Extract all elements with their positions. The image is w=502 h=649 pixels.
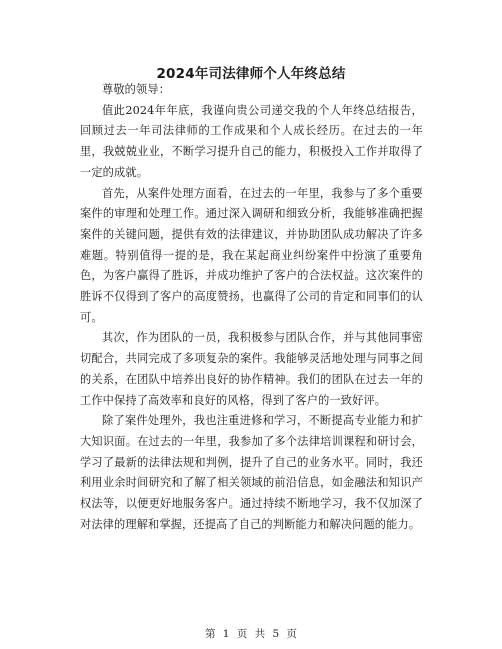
paragraph-2: 首先，从案件处理方面看，在过去的一年里，我参与了多个重要案件的审理和处理工作。通过深入调研和细致分析，我能够准确把握案件的关键问题，提供有效的法律建议，并协助团队成功解决了许多难题。特别值得一提的是，我在某起商业纠纷案件中扮演了重要角色，为客户赢得了胜诉，并成功维护了客户的合法权益。这次案件的胜诉不仅得到了客户的高度赞扬，也赢得了公司的肯定和同事们的认可。	[80, 186, 423, 324]
salutation: 尊敬的领导：	[102, 83, 171, 96]
paragraph-4: 除了案件处理外，我也注重进修和学习，不断提高专业能力和扩大知识面。在过去的一年里，我参加了多个法律培训课程和研讨会，学习了最新的法律法规和判例，提升了自己的业务水平。同时，我还利用业余时间研究和了解了相关领域的前沿信息，如金融法和知识产权法等，以便更好地服务客户。通过持续不断地学习，我不仅加深了对法律的理解和掌握，还提高了自己的判断能力和解决问题的能力。	[80, 414, 423, 531]
page-number-footer: 第 1 页 共 5 页	[204, 628, 298, 640]
document-title: 2024年司法律师个人年终总结	[156, 66, 346, 82]
paragraph-1: 值此2024年年底，我谨向贵公司递交我的个人年终总结报告，回顾过去一年司法律师的工作成果和个人成长经历。在过去的一年里，我兢兢业业，不断学习提升自己的能力，积极投入工作并取得了一定的成就。	[80, 103, 423, 179]
document-body	[80, 80, 423, 535]
paragraph-3: 其次，作为团队的一员，我积极参与团队合作，并与其他同事密切配合，共同完成了多项复杂的案件。我能够灵活地处理与同事之间的关系，在团队中培养出良好的协作精神。我们的团队在过去一年的工作中保持了高效率和良好的风格，得到了客户的一致好评。	[80, 331, 423, 407]
